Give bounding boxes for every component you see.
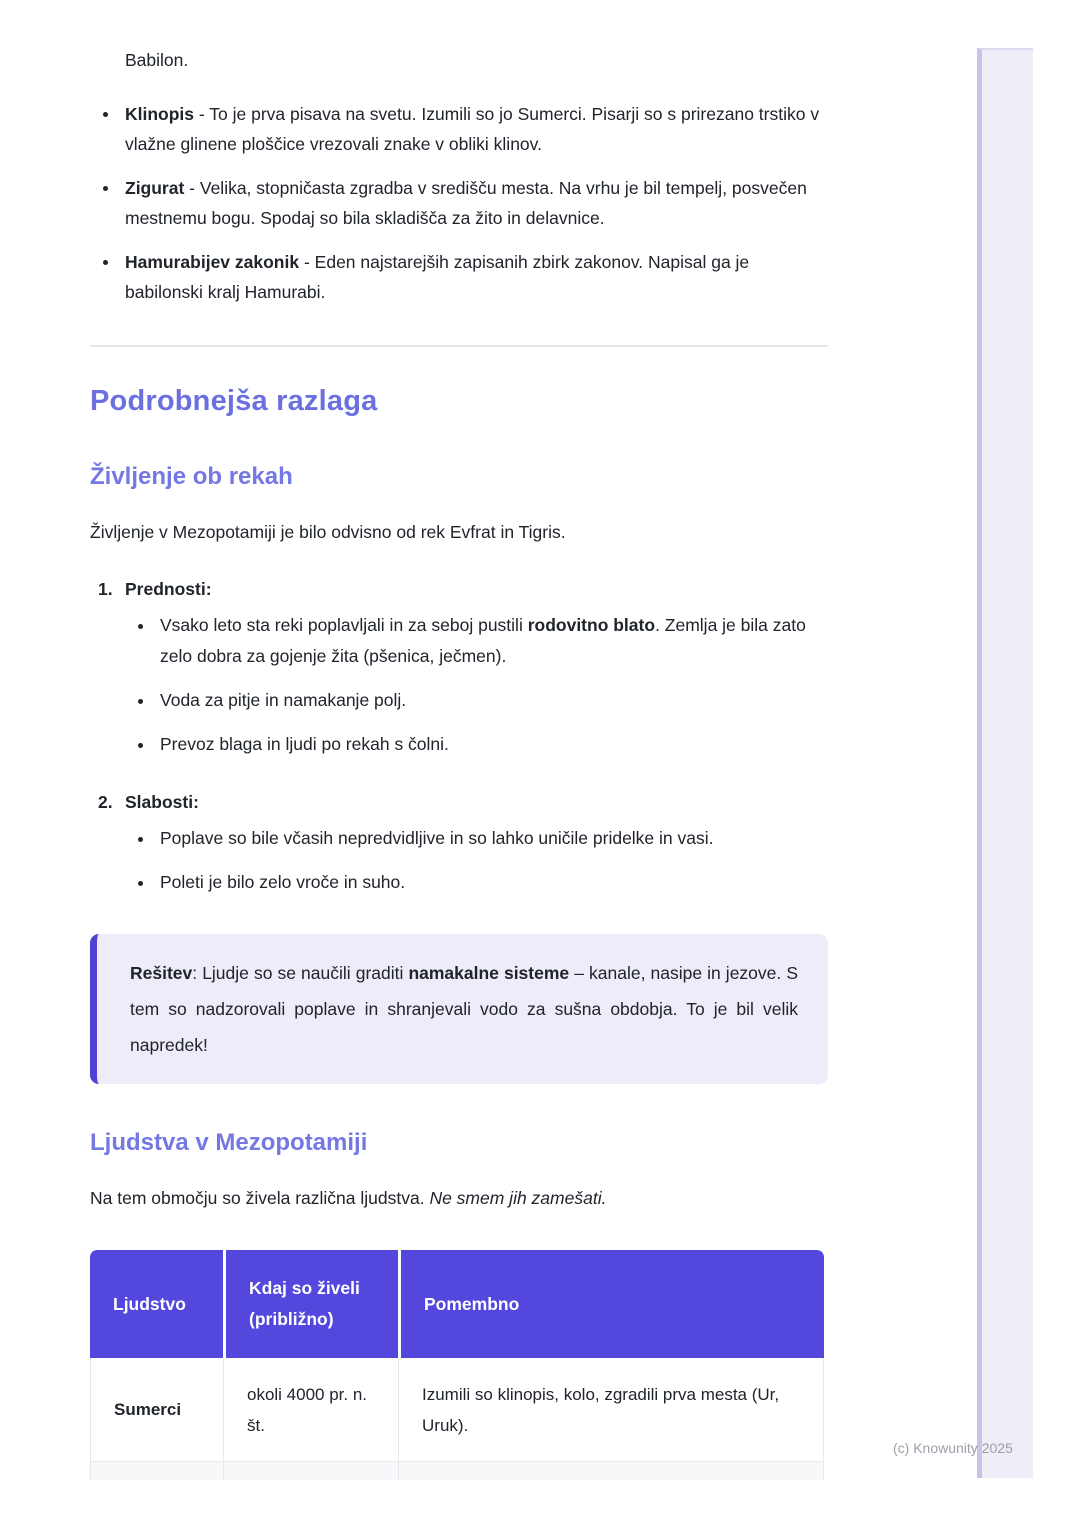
subsection-title-peoples: Ljudstva v Mezopotamiji [90,1129,368,1156]
list-item-continuation: Babilon. [125,50,189,70]
cell-people [90,1462,223,1480]
peoples-intro [90,1183,830,1213]
section-title: Podrobnejša razlaga [90,385,378,417]
cell-people: Sumerci [90,1358,223,1462]
bullet-icon [103,186,108,191]
table-row [90,1358,824,1462]
bullet-text: Poplave so bile včasih nepredvidljive in so lahko uničile pridelke in vasi. [160,828,714,848]
bullet-text: Voda za pitje in namakanje polj. [160,690,407,710]
list-item [125,729,830,760]
bullet-icon [138,881,143,886]
numbered-item-label: Prednosti: [125,579,212,599]
bullet-text: . Zemlja je bila zato zelo dobra za gojenje žita (pšenica, ječmen). [160,615,806,666]
term-description: - Velika, stopničasta zgradba v središču mesta. Na vrhu je bil tempelj, posvečen mestnemu bogu. Spodaj so bila skladišča za žito in delavnice. [125,178,807,228]
section-divider [90,345,828,347]
bullet-text: Prevoz blaga in ljudi po rekah s čolni. [160,734,449,754]
bullet-icon [138,837,143,842]
callout-text-part: : Ljudje so se naučili graditi [192,963,409,983]
column-header-people: Ljudstvo [90,1250,223,1358]
document-page [90,0,830,1480]
rivers-intro: Življenje v Mezopotamiji je bilo odvisno od rek Evfrat in Tigris. [90,522,566,542]
bullet-text-bold: rodovitno blato [527,615,656,635]
term-label: Hamurabijev zakonik [125,252,300,272]
callout-text-bold: namakalne sisteme [408,963,570,983]
table-row-partial [90,1462,824,1480]
callout-text-part: – kanale, nasipe in jezove. S tem so nadzorovali poplave in shranjevali vodo za sušna obdobja. To je bil velik napredek! [130,963,798,1055]
cell-important [398,1462,824,1480]
peoples-intro-text: Na tem območju so živela različna ljudstva. [90,1188,430,1208]
numbered-item-pros [90,574,830,760]
subsection-title-rivers: Življenje ob rekah [90,463,293,490]
bullet-icon [103,112,108,117]
list-item [125,823,830,854]
page-edge-strip [977,48,1033,1478]
pros-list [125,610,830,760]
term-list [90,99,830,307]
peoples-intro-italic: Ne smem jih zamešati. [429,1188,607,1208]
term-label: Klinopis [125,104,195,124]
list-item [90,173,830,233]
list-item [90,99,830,159]
solution-callout [90,934,828,1084]
bullet-icon [103,260,108,265]
bullet-text: Vsako leto sta reki poplavljali in za seboj pustili [160,615,528,635]
list-number: 2. [98,792,113,812]
list-item [125,867,830,898]
list-number: 1. [98,579,113,599]
cell-when [223,1462,398,1480]
numbered-item-cons [90,787,830,898]
list-item [125,610,830,672]
table-header-row [90,1250,824,1358]
term-description: - To je prva pisava na svetu. Izumili so jo Sumerci. Pisarji so s prirezano trstiko v vlažne glinene ploščice vrezovali znake v obliki klinov. [125,104,820,154]
bullet-icon [138,624,143,629]
callout-text [130,955,798,1063]
cell-important: Izumili so klinopis, kolo, zgradili prva mesta (Ur, Uruk). [398,1358,824,1462]
list-item [125,685,830,716]
copyright-watermark: (c) Knowunity 2025 [893,1440,1013,1456]
bullet-text: Poleti je bilo zelo vroče in suho. [160,872,406,892]
bullet-icon [138,699,143,704]
cell-when: okoli 4000 pr. n. št. [223,1358,398,1462]
term-label: Zigurat [125,178,185,198]
list-item [90,247,830,307]
callout-lead: Rešitev [130,963,193,983]
term-description: - Eden najstarejših zapisanih zbirk zakonov. Napisal ga je babilonski kralj Hamurabi. [125,252,750,302]
numbered-item-label: Slabosti: [125,792,199,812]
cons-list [125,823,830,898]
bullet-icon [138,743,143,748]
peoples-table [90,1250,824,1480]
column-header-when: Kdaj so živeli (približno) [223,1250,398,1358]
column-header-important: Pomembno [398,1250,824,1358]
